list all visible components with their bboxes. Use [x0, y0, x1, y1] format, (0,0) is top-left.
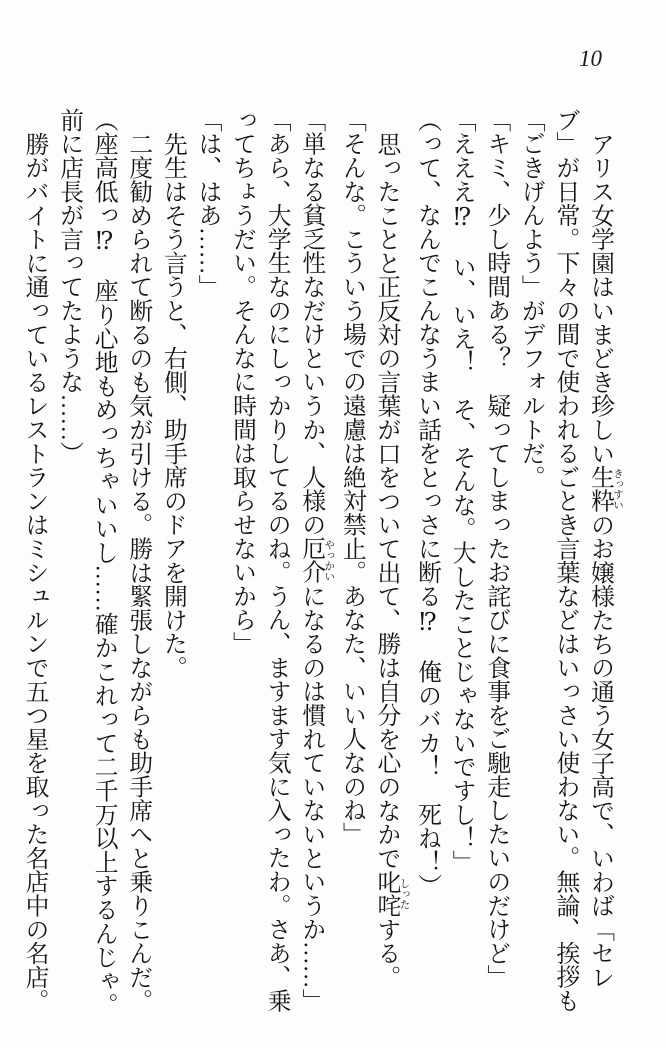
text-line: 先生はそう言うと、右側、助手席のドアを開けた。 [159, 131, 186, 680]
text-line: 「は、はあ……」 [194, 108, 221, 299]
text-line: ってちょうだい。そんなに時間は取らせないから」 [229, 108, 256, 656]
text-line: 思ったことと正反対の言葉が口をついて出て、勝は自分を心のなかで叱咤 しったする。 [373, 131, 410, 989]
text-line: 前に店長が言ってたような……） [56, 108, 83, 465]
text-line: 「あら、大学生なのにしっかりしてるのね。うん、ますます気に入ったわ。さあ、乗 [263, 108, 290, 1013]
text-line: 二度勧められて断るのも気が引ける。勝は緊張しながらも助手席へと乗りこんだ。 [125, 131, 152, 1013]
page-text [17, 108, 623, 1018]
page-number: 10 [579, 46, 602, 71]
text-line: （座高低っ⁉ 座り心地もめっちゃいいし……確かこれって二千万以上するんじゃ。 [90, 108, 117, 1017]
text-line: 「単なる貧乏性なだけというか、人様の厄介 やっかいになるのは慣れていないというか……」 [298, 108, 335, 1013]
text-line: 勝がバイトに通っているレストランはミシュルンで五つ星を取った名店中の名店。 [21, 131, 48, 1013]
text-line: ブ」が日常。下々の間で使われるごとき言葉などはいっさい使わない。無論、挨拶も [552, 108, 579, 1013]
text-line: 「ごきげんよう」がデフォルトだ。 [517, 108, 544, 489]
text-line: 「キミ、少し時間ある？ 疑ってしまったお詫びに食事をご馳走したいのだけど」 [483, 108, 510, 989]
text-line: アリス女学園はいまどき珍しい生粋 きっすいのお嬢様たちの通う女子高で、いわば「セレ [587, 131, 623, 989]
text-line: 「そんな。こういう場での遠慮は絶対禁止。あなた、いい人なのね」 [338, 108, 365, 846]
text-line: 「えええ⁉ い、いえ！ そ、そんな。大したことじゃないですし！」 [448, 108, 475, 874]
text-line: （って、なんでこんなうまい話をとっさに断る⁉ 俺のバカ！ 死ね！） [414, 108, 441, 898]
